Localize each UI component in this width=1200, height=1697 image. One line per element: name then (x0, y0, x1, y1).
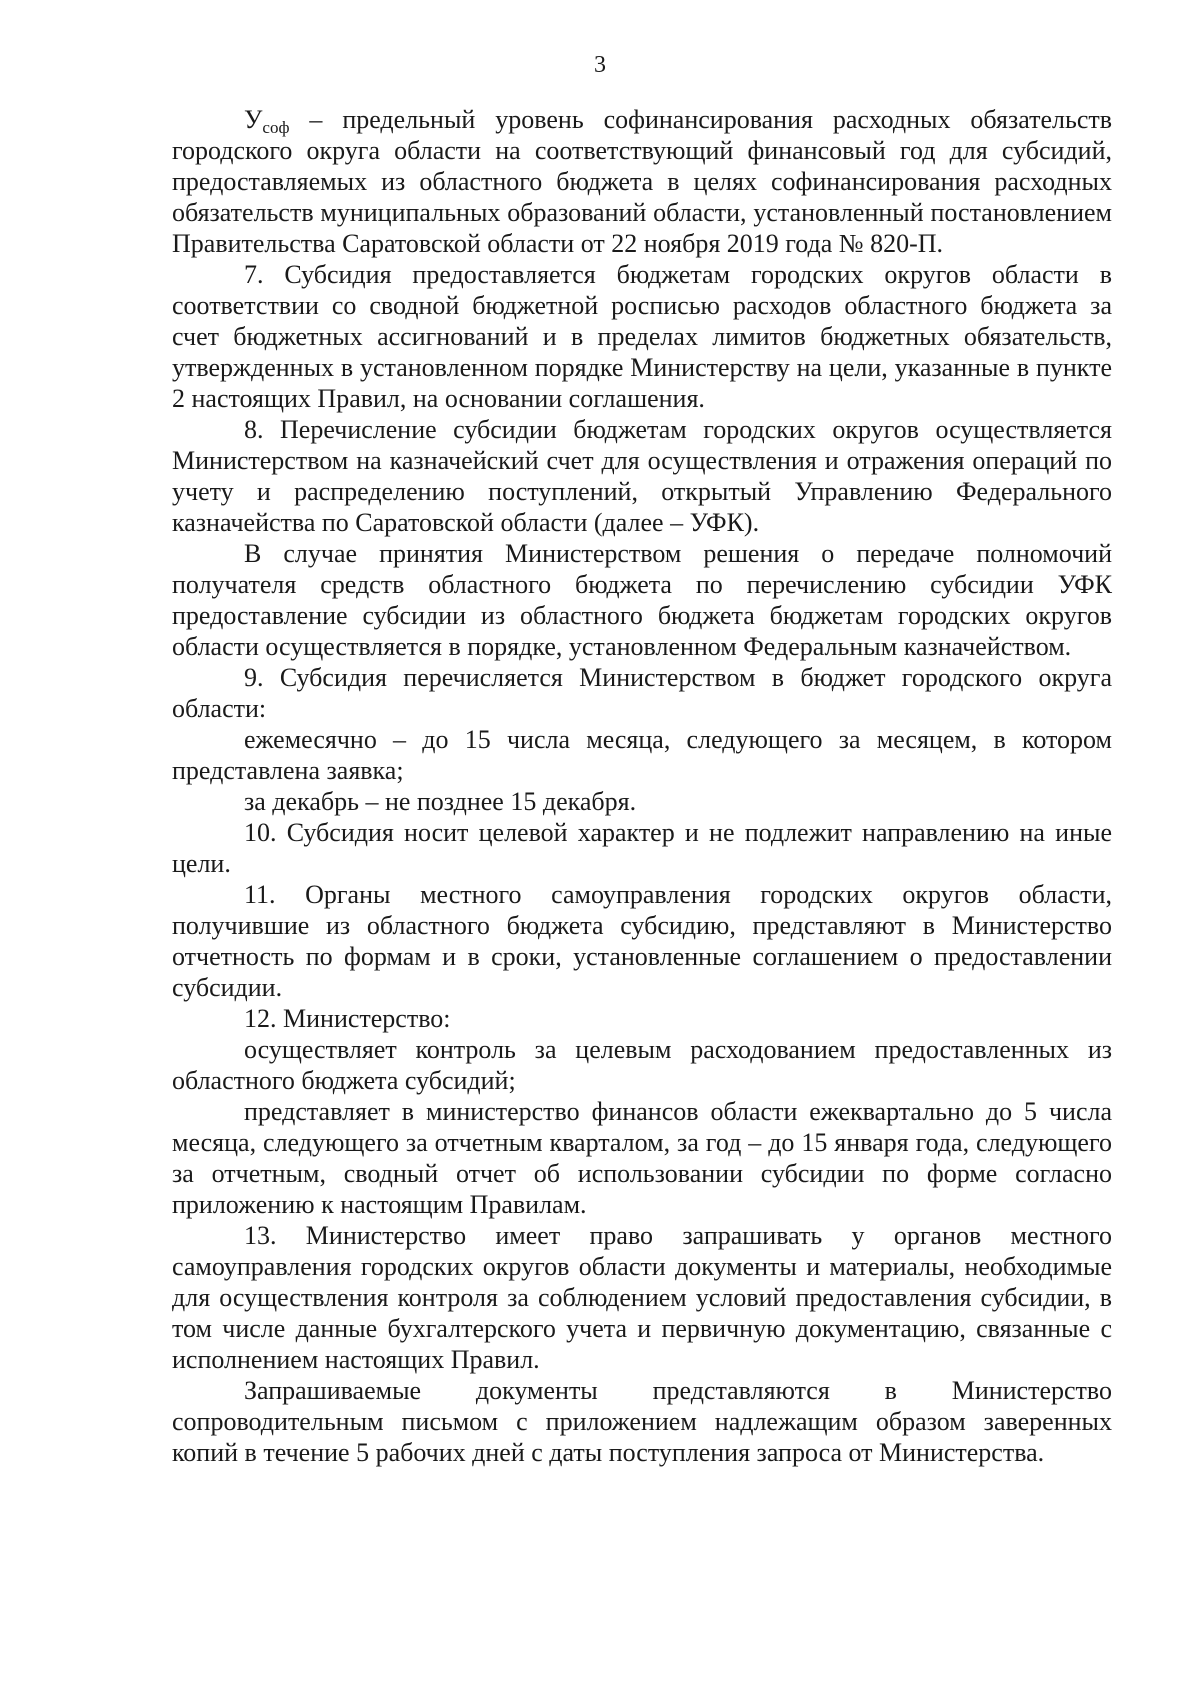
paragraph-12-reporting: представляет в министерство финансов области ежеквартально до 5 числа месяца, следующего за отчетным кварталом, за год – до 15 января года, следующего за отчетным, сводный отчет об использовании субсидии по форме согласно приложению к настоящим Правилам. (172, 1097, 1112, 1219)
paragraph-13: 13. Министерство имеет право запрашивать у органов местного самоуправления городских округов области документы и материалы, необходимые для осуществления контроля за соблюдением условий предоставления субсидии, в том числе данные бухгалтерского учета и первичную документацию, связанные с исполнением настоящих Правил. (172, 1221, 1112, 1374)
paragraph-9: 9. Субсидия перечисляется Министерством в бюджет городского округа области: (172, 663, 1112, 723)
formula-definition-paragraph (172, 104, 1112, 259)
paragraph-8: 8. Перечисление субсидии бюджетам городских округов осуществляется Министерством на казначейский счет для осуществления и отражения операций по учету и распределению поступлений, открытый Управлению Федерального казначейства по Саратовской области (далее – УФК). (172, 415, 1112, 537)
page-number: 3 (594, 52, 606, 78)
paragraph-12: 12. Министерство: (244, 1004, 451, 1033)
paragraph-12-control: осуществляет контроль за целевым расходованием предоставленных из областного бюджета субсидий; (172, 1035, 1112, 1095)
paragraph-10: 10. Субсидия носит целевой характер и не подлежит направлению на иные цели. (172, 818, 1112, 878)
paragraph-11: 11. Органы местного самоуправления городских округов области, получившие из областного бюджета субсидию, представляют в Министерство отчетность по формам и в сроки, установленные соглашением о предоставлении субсидии. (172, 880, 1112, 1002)
paragraph-8-transfer-of-powers: В случае принятия Министерством решения о передаче полномочий получателя средств областного бюджета по перечислению субсидии УФК предоставление субсидии из областного бюджета бюджетам городских округов области осуществляется в порядке, установленном Федеральным казначейством. (172, 539, 1112, 661)
paragraph-7: 7. Субсидия предоставляется бюджетам городских округов области в соответствии со сводной бюджетной росписью расходов областного бюджета за счет бюджетных ассигнований и в пределах лимитов бюджетных обязательств, утвержденных в установленном порядке Министерству на цели, указанные в пункте 2 настоящих Правил, на основании соглашения. (172, 260, 1112, 413)
formula-subscript: соф (262, 118, 290, 137)
document-body (172, 104, 1112, 1468)
formula-symbol: У (244, 105, 263, 134)
formula-definition-text: – предельный уровень софинансирования расходных обязательств городского округа области на соответствующий финансовый год для субсидий, предоставляемых из областного бюджета в целях софинансирования расходных обязательств муниципальных образований области, установленный постановлением Правительства Саратовской области от 22 ноября 2019 года № 820-П. (172, 105, 1112, 258)
paragraph-13-documents: Запрашиваемые документы представляются в Министерство сопроводительным письмом с приложением надлежащим образом заверенных копий в течение 5 рабочих дней с даты поступления запроса от Министерства. (172, 1376, 1112, 1467)
paragraph-9-december: за декабрь – не позднее 15 декабря. (244, 787, 637, 816)
paragraph-9-monthly: ежемесячно – до 15 числа месяца, следующего за месяцем, в котором представлена заявка; (172, 725, 1112, 785)
